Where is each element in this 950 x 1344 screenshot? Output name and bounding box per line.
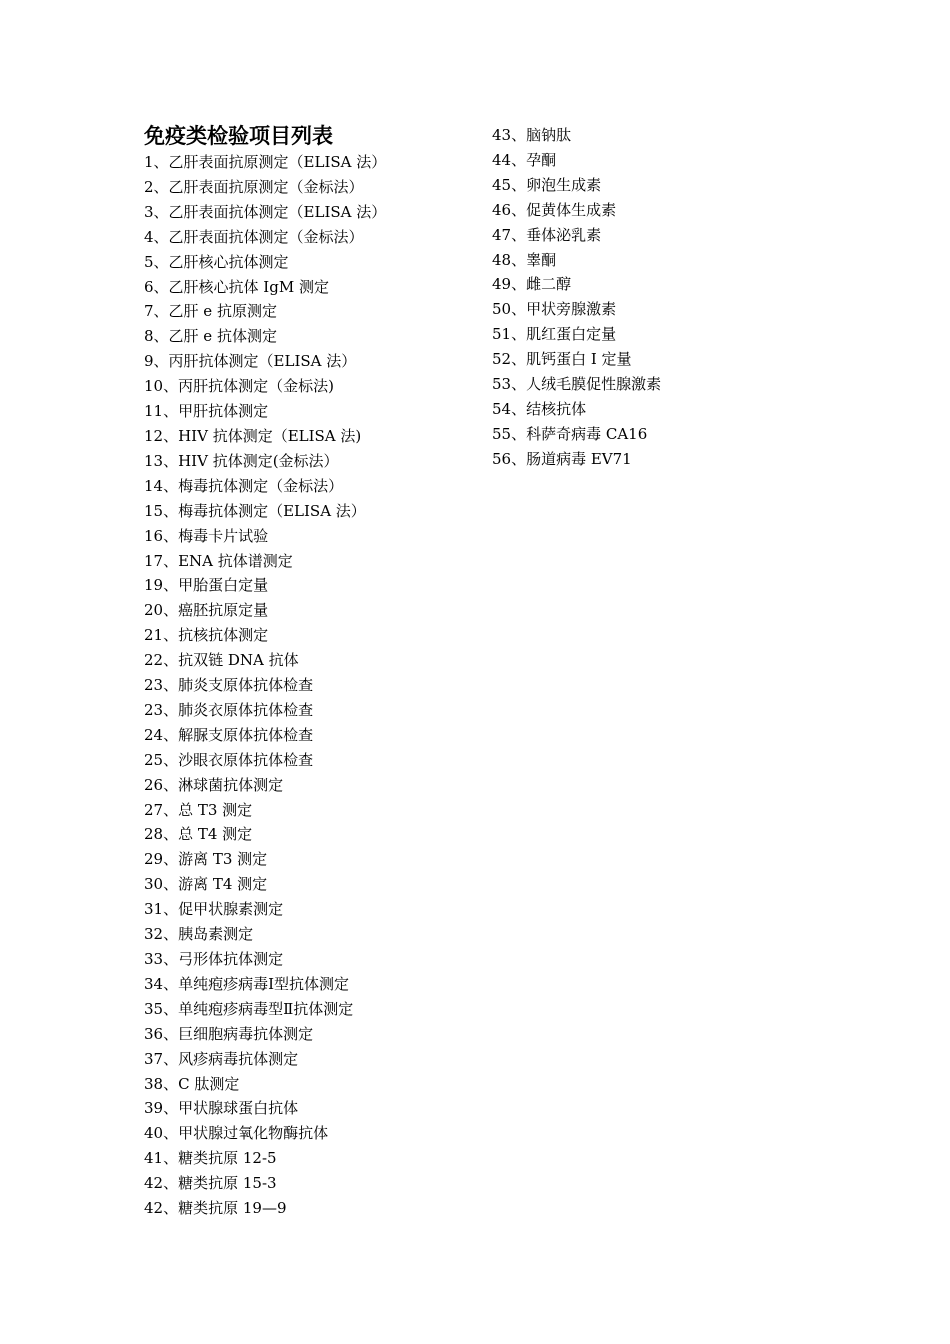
list-item: 8、乙肝 e 抗体测定: [144, 327, 277, 346]
list-item: 23、肺炎衣原体抗体检查: [144, 700, 314, 719]
list-item: 56、肠道病毒 EV71: [492, 449, 632, 468]
list-item: 4、乙肝表面抗体测定（金标法）: [144, 227, 364, 246]
list-item: 36、巨细胞病毒抗体测定: [144, 1024, 314, 1043]
list-item: 20、癌胚抗原定量: [144, 601, 269, 620]
left-item-list: [144, 150, 484, 1221]
list-item: 38、C 肽测定: [144, 1074, 240, 1093]
right-column: [492, 123, 812, 472]
list-item: 49、雌二醇: [492, 275, 572, 294]
list-item: 23、肺炎支原体抗体检查: [144, 676, 314, 695]
list-item: 2、乙肝表面抗原测定（金标法）: [144, 177, 364, 196]
list-item: 51、肌红蛋白定量: [492, 325, 617, 344]
list-item: 11、甲肝抗体测定: [144, 402, 269, 421]
list-item: 50、甲状旁腺激素: [492, 300, 617, 319]
list-item: 13、HIV 抗体测定(金标法）: [144, 451, 339, 470]
list-item: 35、单纯疱疹病毒型Ⅱ抗体测定: [144, 999, 354, 1018]
list-item: 39、甲状腺球蛋白抗体: [144, 1099, 299, 1118]
list-item: 14、梅毒抗体测定（金标法）: [144, 476, 344, 495]
list-item: 52、肌钙蛋白 I 定量: [492, 350, 632, 369]
list-item: 15、梅毒抗体测定（ELISA 法）: [144, 501, 366, 520]
list-item: 16、梅毒卡片试验: [144, 526, 269, 545]
list-item: 27、总 T3 测定: [144, 800, 253, 819]
list-item: 45、卵泡生成素: [492, 175, 602, 194]
list-item: 5、乙肝核心抗体测定: [144, 252, 289, 271]
list-item: 26、淋球菌抗体测定: [144, 775, 284, 794]
list-item: 44、孕酮: [492, 150, 557, 169]
page-title: 免疫类检验项目列表: [144, 124, 333, 148]
list-item: 40、甲状腺过氧化物酶抗体: [144, 1124, 329, 1143]
list-item: 55、科萨奇病毒 CA16: [492, 424, 648, 443]
list-item: 34、单纯疱疹病毒Ⅰ型抗体测定: [144, 974, 350, 993]
list-item: 54、结核抗体: [492, 399, 587, 418]
list-item: 6、乙肝核心抗体 IgM 测定: [144, 277, 329, 296]
list-item: 33、弓形体抗体测定: [144, 950, 284, 968]
list-item: 53、人绒毛膜促性腺激素: [492, 375, 662, 394]
list-item: 32、胰岛素测定: [144, 925, 254, 944]
left-column: [144, 122, 484, 1221]
list-item: 47、垂体泌乳素: [492, 225, 602, 244]
list-item: 37、风疹病毒抗体测定: [144, 1049, 299, 1068]
list-item: 29、游离 T3 测定: [144, 850, 268, 869]
list-item: 48、睾酮: [492, 250, 557, 269]
list-item: 43、脑钠肽: [492, 126, 572, 144]
list-item: 12、HIV 抗体测定（ELISA 法): [144, 426, 362, 445]
list-item: 1、乙肝表面抗原测定（ELISA 法）: [144, 153, 387, 171]
list-item: 31、促甲状腺素测定: [144, 900, 284, 919]
list-item: 10、丙肝抗体测定（金标法): [144, 377, 334, 396]
list-item: 24、解脲支原体抗体检查: [144, 725, 314, 744]
list-item: 17、ENA 抗体谱测定: [144, 551, 293, 570]
list-item: 25、沙眼衣原体抗体检查: [144, 750, 314, 769]
list-item: 22、抗双链 DNA 抗体: [144, 651, 299, 670]
list-item: 30、游离 T4 测定: [144, 875, 268, 894]
list-item: 28、总 T4 测定: [144, 825, 253, 844]
list-item: 19、甲胎蛋白定量: [144, 576, 269, 595]
list-item: 41、糖类抗原 12-5: [144, 1149, 277, 1168]
list-item: 9、丙肝抗体测定（ELISA 法）: [144, 352, 357, 371]
list-item: 42、糖类抗原 19—9: [144, 1199, 287, 1218]
right-item-list: [492, 123, 812, 472]
list-item: 21、抗核抗体测定: [144, 626, 269, 645]
list-item: 46、促黄体生成素: [492, 200, 617, 219]
list-item: 3、乙肝表面抗体测定（ELISA 法）: [144, 202, 387, 221]
list-item: 42、糖类抗原 15-3: [144, 1174, 277, 1193]
list-item: 7、乙肝 e 抗原测定: [144, 302, 277, 321]
